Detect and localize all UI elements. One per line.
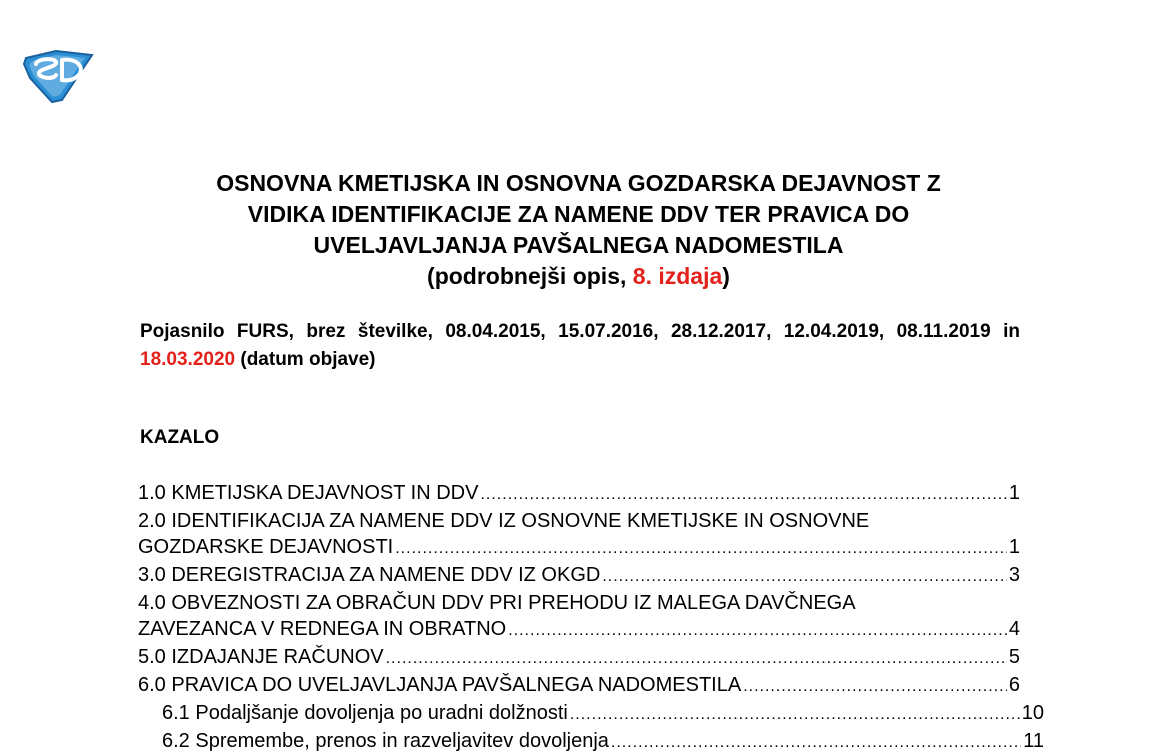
- toc-page-number: 1: [1008, 536, 1020, 558]
- toc-leader-dots: [570, 702, 1020, 728]
- toc-leader-dots: [508, 618, 1007, 644]
- toc-entry[interactable]: [138, 590, 1020, 644]
- toc-page-number: 10: [1021, 702, 1044, 724]
- toc-entry[interactable]: [138, 562, 1020, 590]
- edition-label: 8. izdaja: [632, 263, 723, 289]
- toc-entry-title: GOZDARSKE DEJAVNOSTI: [138, 536, 394, 558]
- toc-leader-dots: [386, 646, 1007, 672]
- toc-entry[interactable]: [138, 672, 1020, 700]
- toc-leader-dots: [743, 674, 1007, 700]
- toc-page-number: 11: [1023, 730, 1044, 752]
- toc-page-number: 4: [1008, 618, 1020, 640]
- toc-leader-dots: [602, 564, 1007, 590]
- toc-entry[interactable]: [138, 644, 1020, 672]
- toc-entry-title: ZAVEZANCA V REDNEGA IN OBRATNO: [138, 618, 507, 640]
- toc-page-number: 5: [1008, 646, 1020, 668]
- toc-entry-title: 3.0 DEREGISTRACIJA ZA NAMENE DDV IZ OKGD: [138, 564, 601, 586]
- sd-shield-logo-icon: [22, 48, 96, 104]
- toc-leader-dots: [480, 482, 1006, 508]
- toc-entry-title: 6.2 Spremembe, prenos in razveljavitev dovoljenja: [162, 730, 609, 752]
- title-line: VIDIKA IDENTIFIKACIJE ZA NAMENE DDV TER PRAVICA DO: [247, 201, 910, 227]
- toc-leader-dots: [395, 536, 1007, 562]
- toc-entry[interactable]: [138, 728, 1044, 756]
- title-subtitle: (podrobnejši opis, 8. izdaja): [427, 263, 730, 289]
- toc-entry-title: 6.1 Podaljšanje dovoljenja po uradni dolžnosti: [162, 702, 568, 724]
- toc-heading: KAZALO: [140, 427, 220, 448]
- toc-entry-title: 6.0 PRAVICA DO UVELJAVLJANJA PAVŠALNEGA NADOMESTILA: [138, 674, 742, 696]
- toc-entry[interactable]: [138, 700, 1044, 728]
- title-line: OSNOVNA KMETIJSKA IN OSNOVNA GOZDARSKA DEJAVNOST Z: [216, 170, 941, 196]
- toc-entry[interactable]: [138, 508, 1020, 562]
- toc-page-number: 1: [1008, 482, 1020, 504]
- toc-entry-title: 2.0 IDENTIFIKACIJA ZA NAMENE DDV IZ OSNOVNE KMETIJSKE IN OSNOVNE: [138, 510, 870, 532]
- table-of-contents: [138, 480, 1044, 756]
- toc-page-number: 3: [1008, 564, 1020, 586]
- toc-page-number: 6: [1008, 674, 1020, 696]
- toc-leader-dots: [611, 730, 1021, 756]
- highlight-date: 18.03.2020: [140, 349, 236, 370]
- toc-entry-title: 1.0 KMETIJSKA DEJAVNOST IN DDV: [138, 482, 479, 504]
- pojasnilo-paragraph: Pojasnilo FURS, brez številke, 08.04.2015, 15.07.2016, 28.12.2017, 12.04.2019, 08.11.2019 in 18.03.2020 (datum objave): [140, 321, 1020, 370]
- toc-entry[interactable]: [138, 480, 1020, 508]
- title-line: UVELJAVLJANJA PAVŠALNEGA NADOMESTILA: [313, 232, 844, 258]
- toc-entry-title: 4.0 OBVEZNOSTI ZA OBRAČUN DDV PRI PREHODU IZ MALEGA DAVČNEGA: [138, 592, 856, 614]
- toc-entry-title: 5.0 IZDAJANJE RAČUNOV: [138, 646, 384, 668]
- document-title: [100, 168, 1057, 292]
